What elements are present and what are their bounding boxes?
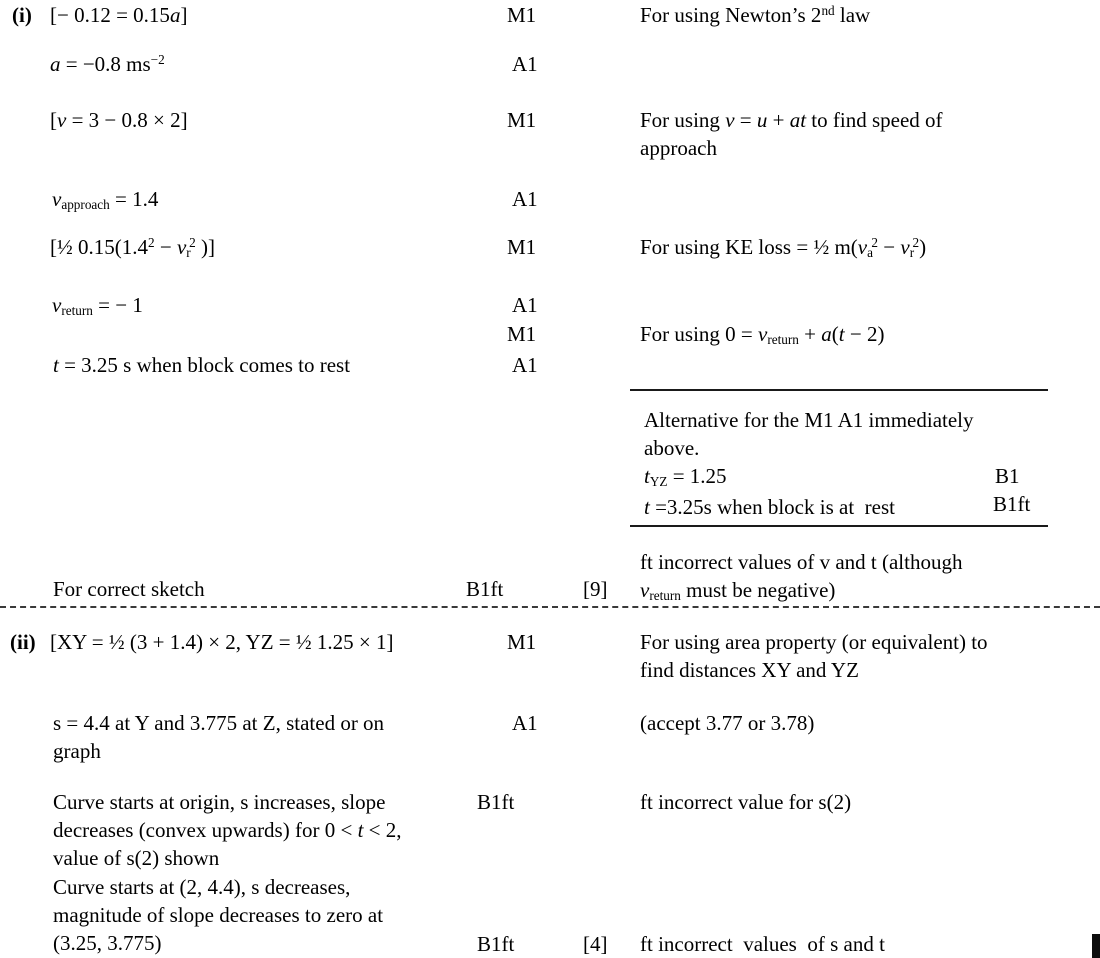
alt-mark-b1ft: B1ft (993, 492, 1031, 516)
working-distances: s = 4.4 at Y and 3.775 at Z, stated or on graph (53, 711, 385, 763)
comment-distances: (accept 3.77 or 3.78) (640, 711, 815, 735)
comment-curve2: ft incorrect values of s and t (640, 932, 885, 956)
mark-rest-m1: M1 (507, 322, 537, 346)
alternative-box-bottom-rule (630, 525, 1048, 527)
mark-curve1: B1ft (477, 790, 515, 814)
comment-curve1: ft incorrect value for s(2) (640, 790, 852, 814)
mark-rest-a1: A1 (512, 353, 538, 377)
comment-sketch-ft: ft incorrect values of v and t (although vreturn must be negative) (640, 550, 963, 604)
mark-ke: M1 (507, 235, 537, 259)
alternative-box-top-rule (630, 389, 1048, 391)
item-label-ii: (ii) (10, 630, 36, 654)
page-edge-artifact (1092, 934, 1100, 958)
comment-ke: For using KE loss = ½ $m(va^2 - vr^2)$ (640, 235, 927, 261)
working-vuat: [v = 3 − 0.8 × 2] (50, 108, 188, 132)
working-sketch: For correct sketch (53, 577, 205, 601)
total-part-i: [9] (583, 577, 608, 601)
comment-vuat: For using v = u + at to find speed of approach (640, 108, 943, 160)
alt-mark-b1: B1 (995, 464, 1020, 488)
mark-vuat: M1 (507, 108, 537, 132)
working-areas: [XY = ½ (3 + 1.4) × 2, YZ = ½ 1.25 × 1] (50, 630, 394, 654)
comment-areas: For using area property (or equivalent) to find distances XY and YZ (640, 630, 988, 682)
working-vapproach: vapproach = 1.4 (52, 187, 159, 213)
comment-newton: For using Newton’s 2nd law (640, 3, 871, 27)
mark-newton: M1 (507, 3, 537, 27)
working-newton: [− 0.12 = 0.15a] (50, 3, 188, 27)
working-ke: [½ $0.15(1.4^2 - vr^2$ )] (50, 235, 215, 261)
working-curve1: Curve starts at origin, s increases, slope decreases (convex upwards) for 0 < t < 2, value of s(2) shown (53, 790, 402, 870)
mark-vapproach: A1 (512, 187, 538, 211)
working-rest-time: t = 3.25 s when block comes to rest (53, 353, 351, 377)
mark-distances: A1 (512, 711, 538, 735)
alternative-note: Alternative for the M1 A1 immediately above. tYZ = 1.25 t =3.25s when block is at rest (644, 408, 974, 519)
mark-curve2: B1ft (477, 932, 515, 956)
total-part-ii: [4] (583, 932, 608, 956)
working-accel: a = −0.8 $ms^{-2}$ (50, 52, 165, 76)
working-vreturn: vreturn = − 1 (52, 293, 143, 319)
mark-areas: M1 (507, 630, 537, 654)
mark-sketch: B1ft (466, 577, 504, 601)
comment-rest: For using 0 = vreturn + a(t − 2) (640, 322, 885, 348)
item-label-i: (i) (12, 3, 32, 27)
working-curve2: Curve starts at (2, 4.4), s decreases, magnitude of slope decreases to zero at (3.25, 3.775) (53, 875, 384, 955)
mark-accel: A1 (512, 52, 538, 76)
mark-vreturn: A1 (512, 293, 538, 317)
